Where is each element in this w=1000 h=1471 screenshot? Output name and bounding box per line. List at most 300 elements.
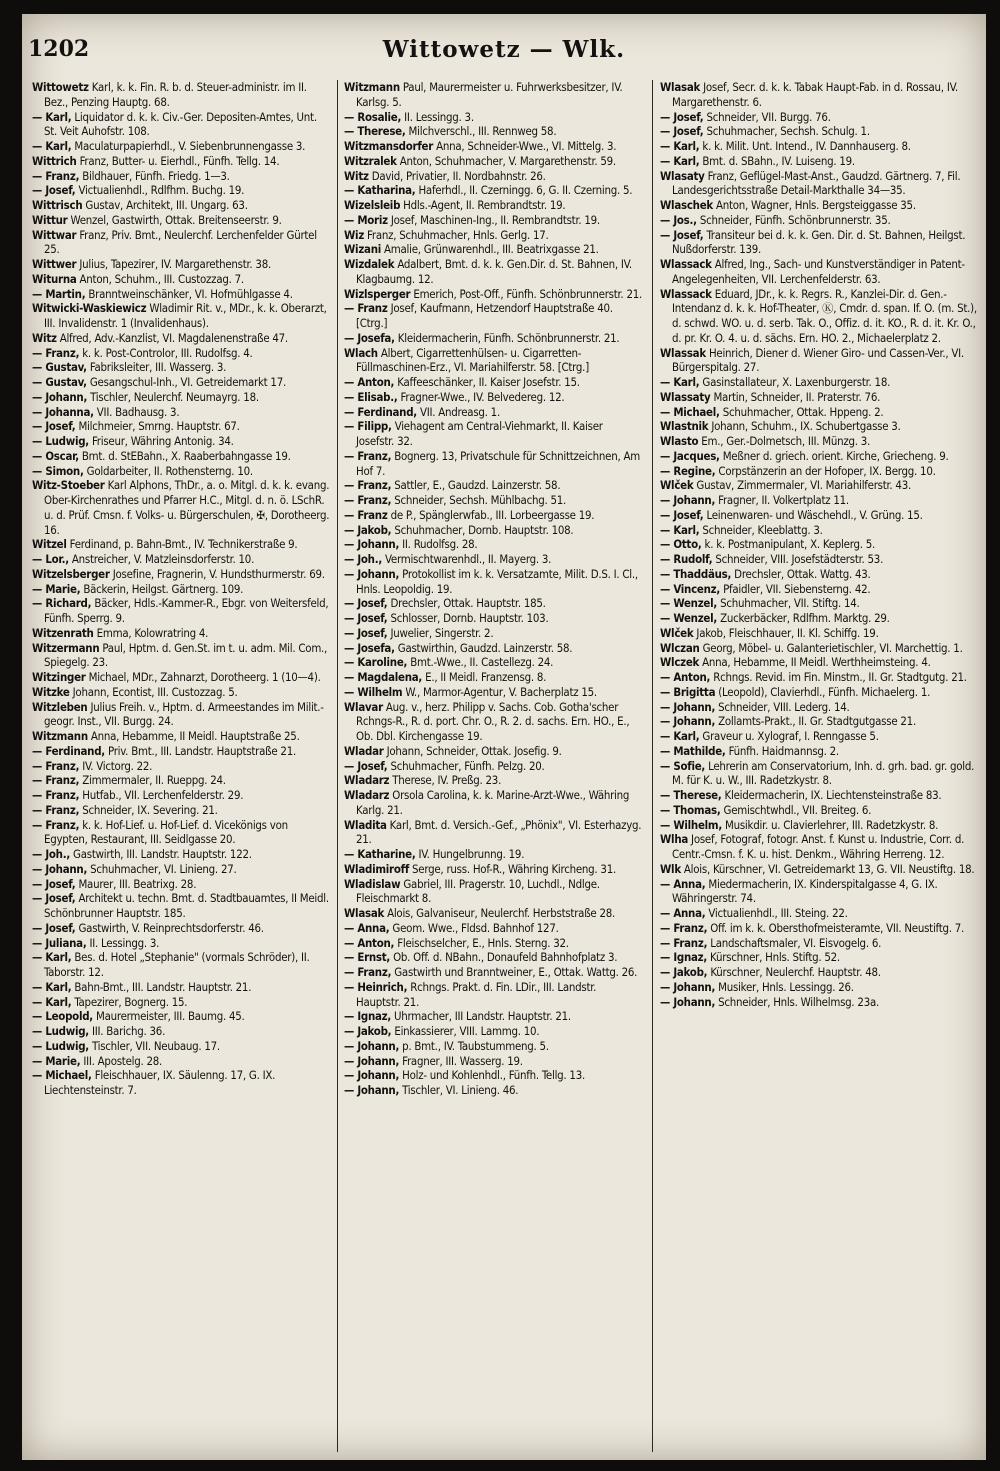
directory-entry (344, 493, 642, 508)
directory-entry (32, 257, 330, 272)
entry-surname: — Therese, (344, 124, 406, 139)
entry-surname: Witzke (32, 684, 70, 699)
entry-details: Michael, MDr., Zahnarzt, Dorotheerg. 1 (10—4). (88, 670, 321, 684)
entry-surname: — Johann, (32, 861, 88, 876)
entry-details: Holz- und Kohlenhdl., Fünfh. Tellg. 13. (402, 1068, 585, 1083)
entry-surname: — Michael, (32, 1068, 92, 1083)
entry-details: Franz, Schuhmacher, Hnls. Gerlg. 17. (367, 227, 549, 242)
directory-entry (344, 596, 642, 611)
entry-surname: — Gustav, (32, 375, 87, 389)
entry-surname: — Johann, (660, 714, 716, 729)
entry-details: VII. Andreasg. 1. (419, 404, 500, 419)
directory-entry (32, 464, 330, 479)
entry-surname: — Joh., (344, 552, 383, 566)
entry-surname: — Simon, (32, 463, 84, 478)
running-title: Wittowetz — Wlk. (382, 36, 626, 63)
entry-details: IV. Victorg. 22. (82, 758, 153, 773)
entry-surname: — Josef, (32, 419, 76, 434)
entry-surname: — Franz (344, 507, 388, 522)
directory-entry (32, 626, 330, 641)
directory-entry (32, 877, 330, 892)
entry-details: Schneider, Hnls. Wilhelmsg. 23a. (718, 994, 879, 1009)
entry-details: Zuckerbäcker, Rdlfhm. Marktg. 29. (720, 611, 890, 625)
directory-entry (32, 419, 330, 434)
entry-details: Schuhmacher, VII. Stiftg. 14. (720, 596, 860, 611)
directory-entry (660, 198, 978, 213)
entry-surname: — Anna, (660, 876, 706, 891)
entry-details: Bognerg. 13, Privatschule für Schnittzeichnen, Am Hof 7. (356, 448, 640, 478)
entry-details: Branntweinschänker, VI. Hofmühlgasse 4. (88, 286, 293, 301)
directory-entry (660, 419, 978, 434)
entry-details: Bildhauer, Fünfh. Friedg. 1—3. (82, 168, 230, 183)
entry-surname: Witzleben (32, 699, 88, 714)
entry-details: Gustav, Zimmermaler, VI. Mariahilferstr. 43. (696, 478, 911, 493)
directory-entry (660, 744, 978, 759)
directory-entry (344, 375, 642, 390)
directory-entry (32, 1024, 330, 1039)
entry-details: k. k. Milit. Unt. Intend., IV. Dannhauserg. 8. (702, 139, 911, 153)
directory-entry (32, 759, 330, 774)
entry-details: IV. Hungelbrunng. 19. (418, 847, 525, 861)
entry-surname: Witzmansdorfer (344, 139, 434, 153)
entry-details: Schuhmacher, VI. Linieng. 27. (90, 861, 237, 876)
entry-surname: — Brigitta (660, 684, 716, 699)
entry-surname: Wladarz (344, 773, 390, 788)
entry-details: Anstreicher, V. Matzleinsdorferstr. 10. (71, 552, 255, 566)
entry-surname: Wlasak (344, 906, 385, 920)
directory-entry (32, 139, 330, 154)
directory-entry (660, 523, 978, 538)
directory-entry (660, 478, 978, 493)
directory-entry (660, 965, 978, 980)
directory-entry (344, 257, 642, 287)
entry-surname: — Mathilde, (660, 743, 726, 758)
entry-details: Josef, Maschinen-Ing., II. Rembrandtstr. 19. (390, 212, 600, 227)
entry-surname: — Magdalena, (344, 670, 423, 684)
directory-entry (32, 331, 330, 346)
entry-surname: — Rosalie, (344, 109, 402, 124)
entry-surname: Wladarz (344, 788, 390, 802)
directory-entry (660, 287, 978, 346)
entry-details: Maurer, III. Beatrixg. 28. (78, 876, 197, 891)
directory-entry (660, 700, 978, 715)
entry-surname: Witzenrath (32, 625, 94, 640)
entry-surname: — Johann, (660, 493, 716, 507)
entry-details: Gesangschul-Inh., VI. Getreidemarkt 17. (89, 375, 286, 389)
entry-details: Paul, Maurermeister u. Fuhrwerksbesitzer, IV. Karlsg. 5. (356, 80, 623, 109)
directory-entry (660, 626, 978, 641)
entry-details: Schneider, Fünfh. Schönbrunnerstr. 35. (699, 212, 891, 227)
entry-details: Gabriel, III. Pragerstr. 10, Luchdl., Ndlge. Fleischmarkt 8. (356, 876, 600, 906)
directory-entry (32, 552, 330, 567)
entry-surname: — Jakob, (344, 522, 392, 537)
directory-entry (344, 346, 642, 376)
directory-entry (32, 287, 330, 302)
column-2 (344, 80, 642, 1452)
entry-details: Bmt.-Wwe., II. Castellezg. 24. (410, 655, 554, 670)
entry-surname: — Ernst, (344, 950, 391, 965)
entry-details: Therese, IV. Preßg. 23. (392, 773, 502, 788)
column-3 (660, 80, 978, 1452)
entry-details: Uhrmacher, III Landstr. Hauptstr. 21. (394, 1009, 571, 1024)
directory-entry (660, 508, 978, 523)
entry-surname: Wlavar (344, 699, 383, 714)
directory-entry (660, 832, 978, 862)
entry-details: Alfred, Ing., Sach- und Kunstverständiger in Patent-Angelegenheiten, VII. Lerchenfelderstr. 63. (672, 257, 965, 286)
page-header (22, 36, 986, 76)
entry-details: Bes. d. Hotel „Stephanie" (vormals Schröder), II. Taborstr. 12. (44, 950, 310, 979)
entry-surname: — Anton, (660, 670, 711, 684)
entry-surname: — Wilhelm (344, 684, 403, 699)
entry-surname: — Johann, (344, 537, 400, 552)
column-divider (652, 80, 653, 1452)
entry-surname: — Johann, (344, 566, 400, 581)
directory-entry (344, 759, 642, 774)
entry-surname: Wlaschek (660, 198, 713, 212)
entry-details: Tischler, VII. Neubaug. 17. (91, 1038, 220, 1053)
entry-details: Bäckerin, Heilgst. Gärtnerg. 109. (83, 581, 244, 596)
entry-details: Kleidermacherin, IX. Liechtensteinstraße 83. (724, 788, 942, 802)
directory-entry (660, 582, 978, 597)
entry-surname: Wizdalek (344, 257, 395, 271)
entry-details: Gemischtwhdl., VII. Breiteg. 6. (723, 802, 872, 817)
directory-entry (32, 641, 330, 671)
directory-entry (660, 228, 978, 258)
entry-details: Anton, Schuhmacher, V. Margarethenstr. 59. (399, 153, 616, 168)
entry-details: Tischler, Neulerchf. Neumayrg. 18. (90, 389, 259, 404)
entry-surname: — Ludwig, (32, 1038, 89, 1053)
entry-details: Gastwirth, V. Reinprechtsdorferstr. 46. (78, 920, 264, 935)
directory-entry (32, 744, 330, 759)
entry-details: Anton, Schuhm., III. Custozzag. 7. (79, 271, 244, 286)
entry-surname: — Johanna, (32, 404, 94, 419)
directory-entry (32, 301, 330, 331)
entry-details: Musiker, Hnls. Lessingg. 26. (718, 979, 854, 994)
entry-surname: Wittrich (32, 153, 77, 168)
directory-entry (344, 655, 642, 670)
entry-surname: Wittwer (32, 257, 77, 271)
entry-details: Kürschner, Hnls. Stiftg. 52. (710, 950, 840, 965)
entry-details: Martin, Schneider, II. Praterstr. 76. (713, 389, 881, 404)
directory-entry (32, 360, 330, 375)
directory-entry (344, 552, 642, 567)
entry-details: Kleidermacherin, Fünfh. Schönbrunnerstr. 21. (397, 330, 620, 345)
entry-surname: — Heinrich, (344, 979, 408, 994)
entry-details: Off. im k. k. Obersthofmeisteramte, VII. Neustiftg. 7. (710, 920, 965, 935)
entry-surname: — Wenzel, (660, 596, 718, 611)
entry-surname: Wittrisch (32, 198, 83, 212)
entry-surname: Witzel (32, 537, 67, 552)
entry-details: Ob. Off. d. NBahn., Donaufeld Bahnhofplatz 3. (393, 950, 618, 965)
directory-entry (344, 641, 642, 656)
entry-details: II. Lessingg. 3. (404, 109, 474, 124)
entry-surname: Wlk (660, 861, 681, 876)
directory-entry (344, 110, 642, 125)
directory-entry (32, 154, 330, 169)
entry-details: Jakob, Fleischhauer, II. Kl. Schiffg. 19. (696, 625, 879, 640)
directory-entry (660, 980, 978, 995)
directory-entry (660, 936, 978, 951)
entry-surname: — Oscar, (32, 448, 79, 463)
directory-entry (344, 242, 642, 257)
entry-details: Tischler, VI. Linieng. 46. (402, 1083, 519, 1097)
directory-entry (32, 405, 330, 420)
entry-surname: — Anna, (344, 920, 390, 935)
directory-entry (32, 198, 330, 213)
entry-surname: — Katharine, (344, 847, 416, 861)
directory-entry (660, 464, 978, 479)
entry-details: Rchngs. Revid. im Fin. Minstm., II. Gr. Stadtgutg. 21. (713, 670, 967, 684)
entry-details: II. Rudolfsg. 28. (402, 537, 478, 552)
entry-surname: — Josef, (32, 920, 76, 935)
directory-entry (32, 390, 330, 405)
entry-surname: Wittwar (32, 227, 77, 242)
entry-details: Gustav, Architekt, III. Ungarg. 63. (85, 198, 248, 212)
directory-entry (344, 1054, 642, 1069)
directory-entry (32, 567, 330, 582)
entry-surname: — Michael, (660, 404, 720, 419)
directory-entry (32, 537, 330, 552)
entry-surname: — Karoline, (344, 655, 408, 670)
entry-details: Corpstänzerin an der Hofoper, IX. Bergg. 10. (718, 463, 936, 478)
directory-entry (344, 154, 642, 169)
entry-details: Vermischtwarenhdl., II. Mayerg. 3. (385, 552, 552, 566)
directory-entry (32, 1068, 330, 1098)
directory-entry (32, 1009, 330, 1024)
column-1 (32, 80, 330, 1452)
directory-entry (32, 788, 330, 803)
entry-details: Schneider, VII. Burgg. 76. (706, 109, 831, 124)
entry-details: Musikdir. u. Clavierlehrer, III. Radetzkystr. 8. (725, 817, 939, 832)
directory-entry (344, 877, 642, 907)
directory-entry (32, 272, 330, 287)
directory-entry (660, 995, 978, 1010)
entry-surname: — Richard, (32, 596, 92, 611)
entry-details: Liquidator d. k. k. Civ.-Ger. Depositen-Amtes, Unt. St. Veit Auhofstr. 108. (44, 109, 317, 139)
directory-entry (344, 1024, 642, 1039)
entry-details: Milchmeier, Smrng. Hauptstr. 67. (78, 419, 240, 434)
directory-entry (660, 596, 978, 611)
entry-surname: — Franz, (344, 478, 392, 493)
directory-entry (660, 213, 978, 228)
directory-entry (32, 596, 330, 626)
entry-details: Lehrerin am Conservatorium, Inh. d. grh. bad. gr. gold. M. für K. u. W., III. Radetzkystr. 8. (672, 758, 975, 788)
directory-entry (660, 906, 978, 921)
directory-page (22, 14, 986, 1460)
directory-entry (344, 965, 642, 980)
entry-details: Em., Ger.-Dolmetsch, III. Münzg. 3. (701, 434, 870, 448)
entry-details: Juwelier, Singerstr. 2. (390, 625, 494, 640)
directory-entry (32, 729, 330, 744)
entry-surname: — Josef, (660, 227, 704, 242)
entry-details: II. Lessingg. 3. (89, 935, 160, 950)
entry-surname: Wladislaw (344, 876, 401, 891)
entry-details: Karl Alphons, ThDr., a. o. Mitgl. d. k. k. evang. Ober-Kirchenrathes und Pfarrer H.C., Mitgl. d. n. ö. LSchR. u. d. Prüf. Cmsn. f. Volks- u. Bürgerschulen, ✠, Dorotheerg. 16. (44, 478, 330, 537)
directory-entry (344, 1039, 642, 1054)
entry-surname: — Josef, (344, 611, 388, 625)
entry-details: Alois, Kürschner, VI. Getreidemarkt 13, G. VII. Neustiftg. 18. (683, 861, 975, 876)
directory-entry (32, 80, 330, 110)
entry-details: Protokollist im k. k. Versatzamte, Milit. D.S. I. Cl., Hnls. Leopoldig. 19. (356, 566, 638, 596)
entry-surname: Wittowetz (32, 80, 89, 94)
directory-entry (660, 493, 978, 508)
entry-surname: — Leopold, (32, 1009, 93, 1024)
entry-surname: Wladita (344, 817, 387, 832)
directory-entry (344, 950, 642, 965)
directory-entry (32, 685, 330, 700)
entry-surname: — Johann, (660, 994, 716, 1009)
directory-entry (344, 301, 642, 331)
directory-entry (660, 788, 978, 803)
entry-surname: — Filipp, (344, 419, 392, 434)
directory-entry (660, 803, 978, 818)
entry-surname: Witzelsberger (32, 566, 110, 581)
entry-details: Fabriksleiter, III. Wasserg. 3. (89, 360, 227, 375)
directory-entry (660, 921, 978, 936)
directory-entry (344, 788, 642, 818)
directory-entry (660, 641, 978, 656)
directory-entry (32, 803, 330, 818)
directory-entry (32, 346, 330, 361)
entry-details: W., Marmor-Agentur, V. Bacherplatz 15. (405, 684, 597, 699)
entry-surname: — Jacques, (660, 448, 720, 463)
entry-surname: Wlassak (660, 345, 706, 360)
entry-surname: Wizlsperger (344, 286, 411, 301)
entry-surname: — Johann, (660, 699, 716, 714)
entry-details: Heinrich, Diener d. Wiener Giro- und Cassen-Ver., VI. Bürgerspitalg. 27. (672, 345, 964, 375)
directory-entry (344, 419, 642, 449)
entry-details: Graveur u. Xylograf, I. Renngasse 5. (702, 729, 879, 743)
entry-surname: — Franz, (344, 493, 392, 507)
entry-details: de P., Spänglerwfab., III. Lorbeergasse 19. (390, 507, 595, 522)
entry-details: Schneider, IX. Severing. 21. (82, 802, 218, 817)
entry-details: Fragner-Wwe., IV. Belvedereg. 12. (400, 389, 565, 404)
entry-details: Friseur, Währing Antonig. 34. (91, 434, 234, 448)
entry-details: Miedermacherin, IX. Kinderspitalgasse 4, G. IX. Währingerstr. 74. (672, 876, 938, 906)
entry-surname: — Franz, (660, 935, 708, 950)
entry-details: Georg, Möbel- u. Galanterietischler, VI. Marchettig. 1. (702, 640, 963, 655)
entry-surname: — Johann, (32, 389, 88, 404)
entry-surname: — Joh., (32, 847, 71, 861)
entry-surname: Witzralek (344, 153, 397, 168)
entry-details: Sattler, E., Gaudzd. Lainzerstr. 58. (394, 478, 561, 493)
directory-entry (344, 847, 642, 862)
entry-surname: Witz (32, 330, 57, 345)
directory-entry (344, 921, 642, 936)
directory-entry (344, 169, 642, 184)
entry-surname: — Gustav, (32, 360, 87, 375)
entry-surname: — Karl, (660, 153, 700, 168)
directory-entry (32, 936, 330, 951)
directory-entry (344, 567, 642, 597)
entry-details: Einkassierer, VIII. Lammg. 10. (394, 1024, 540, 1038)
entry-details: Orsola Carolina, k. k. Marine-Arzt-Wwe., Währing Karlg. 21. (356, 788, 630, 817)
entry-surname: — Franz, (32, 817, 80, 832)
entry-surname: — Karl, (660, 522, 700, 537)
directory-entry (344, 80, 642, 110)
entry-details: Goldarbeiter, II. Rothensterng. 10. (86, 463, 253, 478)
entry-surname: Witurna (32, 271, 77, 286)
entry-details: Emerich, Post-Off., Fünfh. Schönbrunnerstr. 21. (413, 286, 642, 301)
entry-details: Schuhmacher, Dornb. Hauptstr. 108. (394, 522, 574, 537)
entry-surname: — Marie, (32, 581, 81, 596)
entry-details: Landschaftsmaler, VI. Eisvogelg. 6. (710, 935, 882, 950)
entry-details: Bmt. d. StEBahn., X. Raaberbahngasse 19. (81, 448, 291, 463)
entry-details: Viehagent am Central-Viehmarkt, II. Kaiser Josefstr. 32. (356, 419, 603, 448)
entry-surname: — Johann, (344, 1083, 400, 1097)
directory-entry (660, 390, 978, 405)
entry-surname: — Franz, (32, 758, 80, 773)
entry-surname: — Franz, (32, 788, 80, 802)
entry-details: Fleischhauer, IX. Säulenng. 17, G. IX. Liechtensteinstr. 7. (44, 1068, 276, 1097)
directory-entry (32, 980, 330, 995)
directory-entry (344, 331, 642, 346)
entry-details: Rchngs. Prakt. d. Fin. LDir., III. Landstr. Hauptstr. 21. (356, 979, 597, 1009)
entry-details: Alfred, Adv.-Kanzlist, VI. Magdalenenstraße 47. (59, 330, 288, 345)
directory-entry (660, 169, 978, 199)
directory-entry (344, 773, 642, 788)
entry-surname: — Sofie, (660, 758, 706, 773)
entry-surname: — Franz, (660, 920, 708, 935)
entry-surname: Wlastnik (660, 419, 709, 434)
directory-entry (344, 198, 642, 213)
entry-surname: — Johann, (344, 1053, 400, 1068)
entry-details: Priv. Bmt., III. Landstr. Hauptstraße 21. (107, 743, 296, 758)
entry-surname: — Josef, (344, 625, 388, 640)
entry-details: Transiteur bei d. k. k. Gen. Dir. d. St. Bahnen, Heilgst. Nußdorferstr. 139. (672, 227, 966, 257)
entry-details: Schuhmacher, Sechsh. Schulg. 1. (706, 124, 870, 139)
entry-details: Maurermeister, III. Baumg. 45. (95, 1009, 245, 1024)
entry-details: Hdls.-Agent, II. Rembrandtstr. 19. (403, 198, 566, 212)
entry-details: Anton, Wagner, Hnls. Bergsteiggasse 35. (715, 198, 916, 212)
entry-surname: — Franz, (344, 448, 392, 463)
directory-entry (660, 434, 978, 449)
entry-details: Schuhmacher, Ottak. Hppeng. 2. (722, 404, 884, 419)
entry-details: VII. Badhausg. 3. (96, 404, 180, 419)
entry-surname: — Josef, (32, 183, 76, 198)
directory-entry (660, 124, 978, 139)
entry-details: Josef, Fotograf, fotogr. Anst. f. Kunst u. Industrie, Corr. d. Centr.-Cmsn. f. K. u. hist. Denkm., Währing Herreng. 12. (672, 832, 965, 861)
entry-surname: — Anna, (660, 906, 706, 920)
entry-surname: Witz-Stoeber (32, 478, 105, 493)
entry-surname: — Ferdinand, (344, 404, 417, 419)
entry-details: Franz, Geflügel-Mast-Anst., Gaudzd. Gärtnerg. 7, Fil. Landesgerichtsstraße Detail-Markthalle 34—35. (672, 168, 961, 198)
entry-surname: — Franz, (32, 168, 80, 183)
directory-entry (660, 449, 978, 464)
entry-surname: — Elisab., (344, 389, 398, 404)
entry-surname: — Karl, (660, 139, 700, 153)
directory-entry (660, 729, 978, 744)
entry-details: Emma, Kolowratring 4. (96, 625, 209, 640)
entry-details: k. k. Postmanipulant, X. Keplerg. 5. (704, 537, 876, 552)
entry-details: Serge, russ. Hof-R., Währing Kircheng. 31. (412, 861, 616, 876)
entry-surname: — Thaddäus, (660, 566, 732, 581)
entry-surname: — Josef, (344, 596, 388, 611)
directory-entry (344, 611, 642, 626)
directory-entry (344, 508, 642, 523)
entry-surname: — Jakob, (660, 965, 708, 979)
entry-surname: — Franz, (32, 773, 80, 788)
entry-details: Karl, Bmt. d. Versich.-Gef., „Phönix", VI. Esterhazyg. 21. (356, 817, 642, 847)
entry-surname: — Karl, (32, 950, 72, 965)
directory-entry (344, 906, 642, 921)
entry-surname: — Franz, (32, 345, 80, 360)
entry-details: Schneider, VIII. Lederg. 14. (718, 699, 850, 714)
entry-surname: — Lor., (32, 552, 69, 566)
directory-entry (660, 110, 978, 125)
entry-surname: — Jakob, (344, 1024, 392, 1038)
directory-entry (660, 685, 978, 700)
